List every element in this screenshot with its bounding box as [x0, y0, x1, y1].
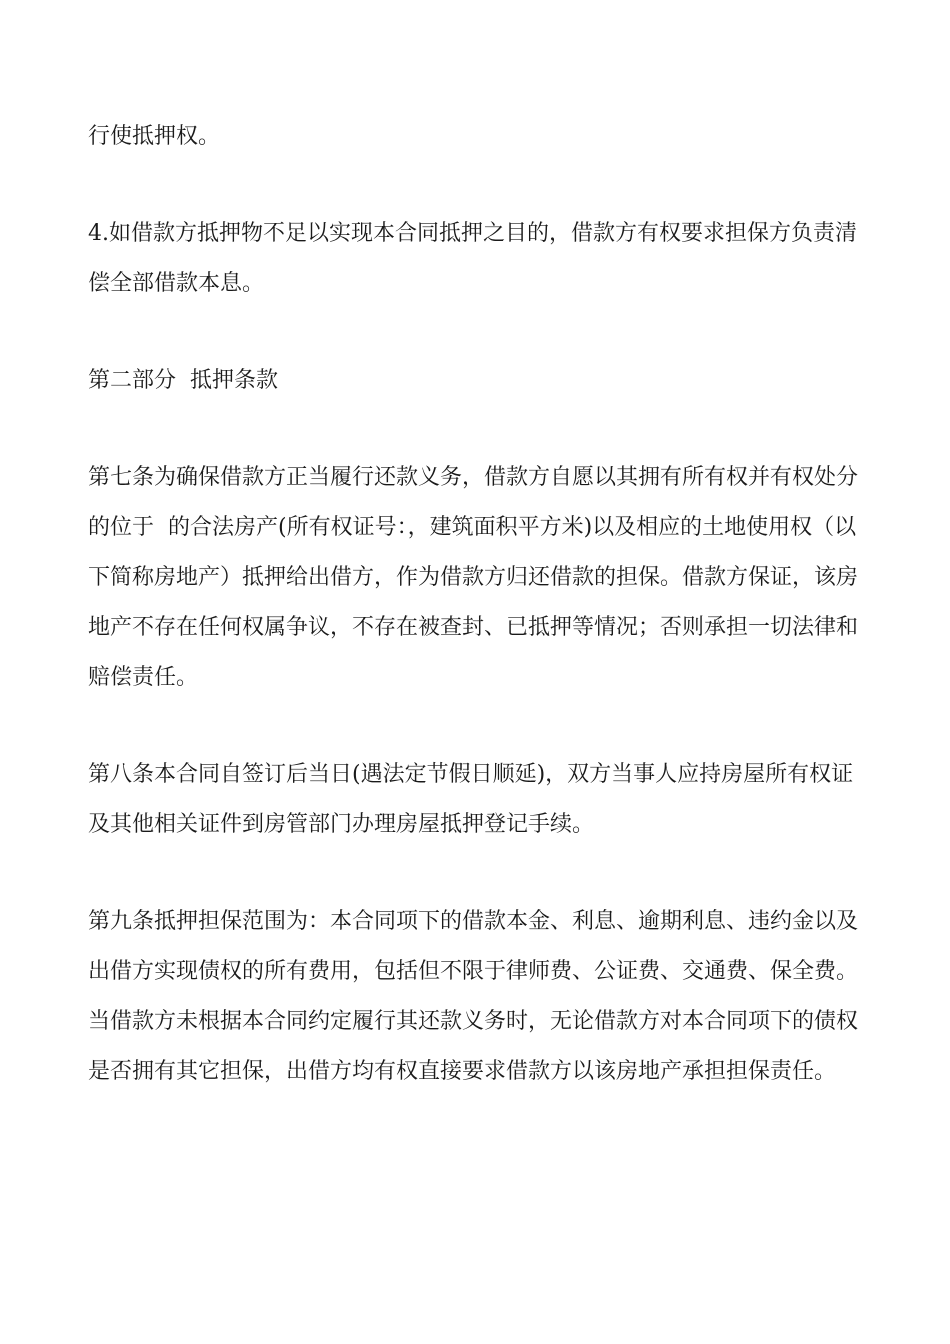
paragraph-clause-4: 4.如借款方抵押物不足以实现本合同抵押之目的，借款方有权要求担保方负责清偿全部借款本息。 [88, 221, 857, 296]
paragraph-article-8: 第八条本合同自签订后当日(遇法定节假日顺延)，双方当事人应持房屋所有权证及其他相关证件到房管部门办理房屋抵押登记手续。 [88, 762, 854, 837]
paragraph-article-9: 第九条抵押担保范围为：本合同项下的借款本金、利息、逾期利息、违约金以及出借方实现债权的所有费用，包括但不限于律师费、公证费、交通费、保全费。 [88, 909, 859, 984]
paragraph-article-7: 第七条为确保借款方正当履行还款义务，借款方自愿以其拥有所有权并有权处分的位于 的合法房产(所有权证号：，建筑面积平方米)以及相应的土地使用权（以下简称房地产）抵押给出借方，作为借款方归还借款的担保。借款方保证，该房地产不存在任何权属争议，不存在被查封、已抵押等情况；否则承担一切法律和赔偿责任。 [88, 465, 859, 690]
document-page [88, 112, 868, 1097]
paragraph-continuation: 行使抵押权。 [88, 124, 221, 149]
section-heading-part-two: 第二部分 抵押条款 [88, 368, 278, 393]
paragraph-article-9-continued: 当借款方未根据本合同约定履行其还款义务时，无论借款方对本合同项下的债权是否拥有其它担保，出借方均有权直接要求借款方以该房地产承担担保责任。 [88, 1009, 859, 1084]
